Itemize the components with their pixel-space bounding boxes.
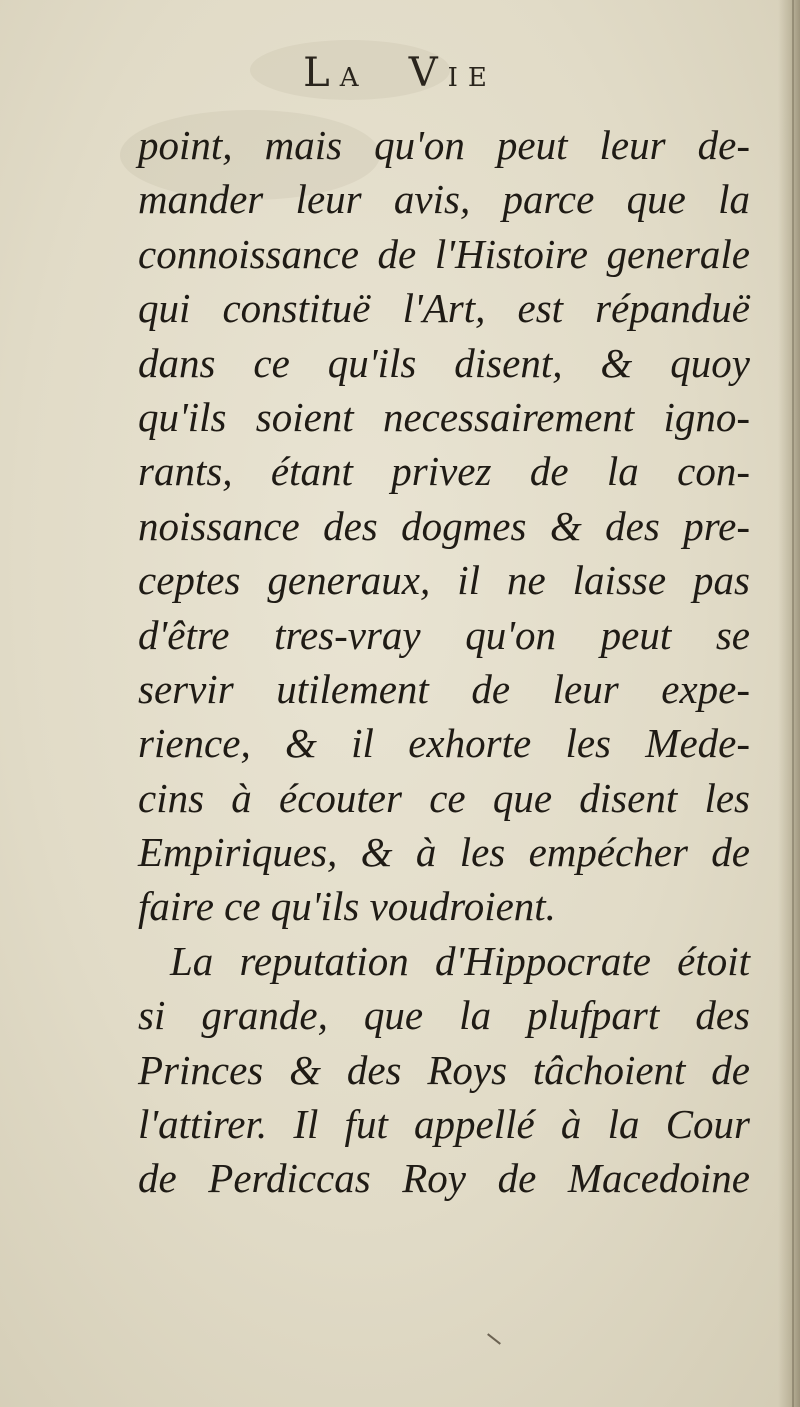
text-line: point, mais qu'on peut leur de- xyxy=(138,122,750,168)
text-line-paragraph-end: faire ce qu'ils voudroient. xyxy=(138,883,556,930)
text-line: rience, & il exhorte les Mede- xyxy=(138,720,750,767)
text-line: connoissance de l'Histoire generale xyxy=(138,230,750,277)
running-header xyxy=(0,50,800,96)
header-initial-l: L xyxy=(303,50,340,96)
header-rest-a: A xyxy=(339,63,369,93)
text-line: l'attirer. Il fut appellé à la Cour xyxy=(138,1101,750,1148)
text-line: de Perdiccas Roy de Macedoine xyxy=(138,1155,750,1202)
text-line: mander leur avis, parce que la xyxy=(138,176,750,223)
text-line: qui constituë l'Art, est répanduë xyxy=(138,285,750,332)
page-edge-line xyxy=(792,0,794,1407)
stray-ink-mark xyxy=(487,1333,501,1344)
header-rest-ie: IE xyxy=(447,63,497,93)
text-line: dans ce qu'ils disent, & quoy xyxy=(138,339,750,386)
text-line: rants, étant privez de la con- xyxy=(138,448,750,495)
text-line: Princes & des Roys tâchoient de xyxy=(138,1046,750,1093)
page-body-text xyxy=(138,118,750,1206)
text-line: d'être tres-vray qu'on peut se xyxy=(138,611,750,658)
header-initial-v: V xyxy=(408,50,448,96)
text-line: ceptes generaux, il ne laisse pas xyxy=(138,557,750,604)
text-line: si grande, que la plufpart des xyxy=(138,992,750,1039)
page-edge-shadow xyxy=(778,0,800,1407)
text-line: noissance des dogmes & des pre- xyxy=(138,502,750,549)
text-line-paragraph-start: La reputation d'Hippocrate étoit xyxy=(170,937,750,984)
text-line: qu'ils soient necessairement igno- xyxy=(138,393,750,440)
text-line: Empiriques, & à les empécher de xyxy=(138,829,750,876)
text-line: cins à écouter ce que disent les xyxy=(138,774,750,821)
text-line: servir utilement de leur expe- xyxy=(138,665,750,712)
